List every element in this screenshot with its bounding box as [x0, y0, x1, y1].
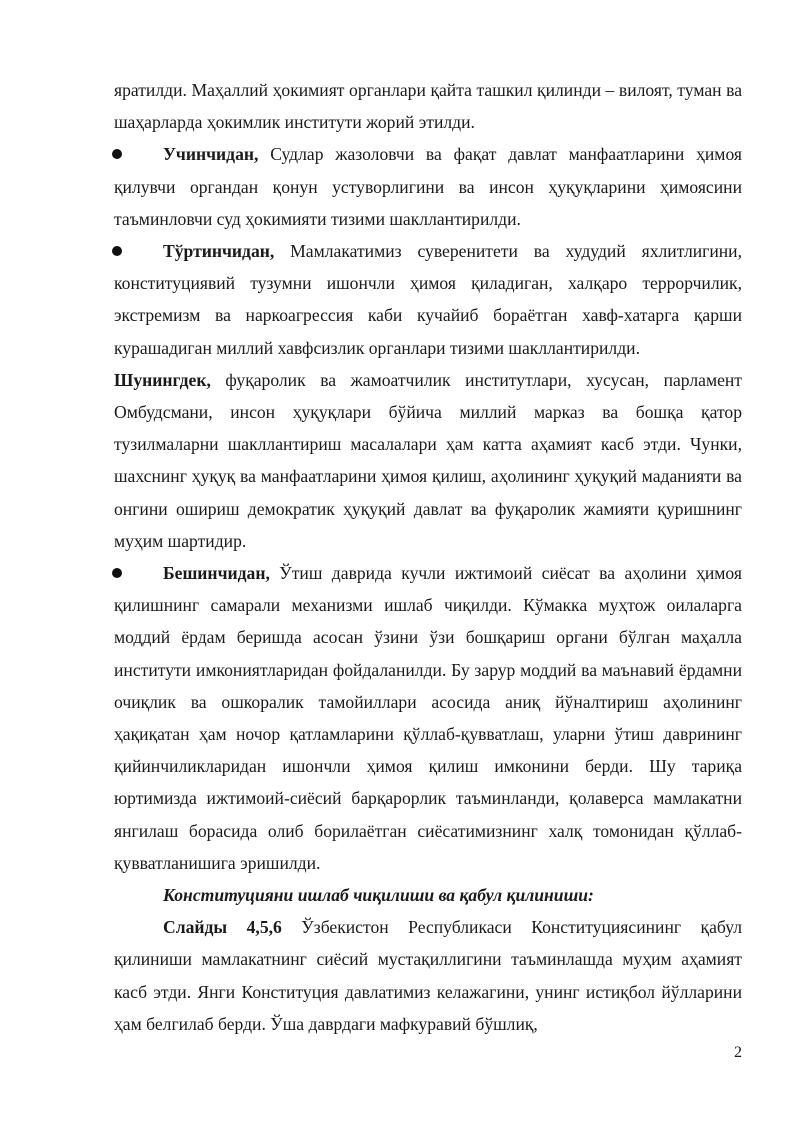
paragraph-text: Судлар жазоловчи ва фақат давлат манфаатларини ҳимоя қилувчи органдан қонун устуворлигини ва инсон ҳуқуқларини ҳимоясини таъминловчи суд ҳокимияти тизими шакллантирилди.	[114, 144, 742, 229]
paragraph-slides	[114, 911, 742, 1040]
paragraph-text: яратилди. Маҳаллий ҳокимият органлари қайта ташкил қилинди – вилоят, туман ва шаҳарларда ҳокимлик институти жорий этилди.	[114, 80, 742, 133]
paragraph-lead: Тўртинчидан,	[163, 241, 275, 262]
paragraph-continuation	[114, 74, 742, 138]
paragraph-lead: Бешинчидан,	[163, 563, 270, 584]
paragraph-lead: Учинчидан,	[163, 144, 259, 165]
paragraph-text: Ўзбекистон Республикаси Конституциясининг қабул қилиниши мамлакатнинг сиёсий мустақиллигини таъминлашда муҳим аҳамият касб этди. Янги Конституция давлатимиз келажагини, унинг истиқбол йўлларини ҳам белгилаб берди. Ўша даврдаги мафкуравий бўшлиқ,	[114, 917, 742, 1034]
document-body	[114, 74, 742, 1040]
heading-text: Конституцияни ишлаб чиқилиши ва қабул қилиниши:	[163, 885, 594, 906]
bullet-paragraph-third	[114, 138, 742, 235]
paragraph-text: Мамлакатимиз суверенитети ва худудий яхлитлигини, конституциявий тузумни ишончли ҳимоя қиладиган, халқаро террорчилик, экстремизм ва наркоагрессия каби кучайиб бораётган хавф-хатарга қарши курашадиган миллий хавфсизлик органлари тизими шакллантирилди.	[114, 241, 742, 358]
paragraph-also	[114, 364, 742, 557]
bullet-dot-icon	[112, 568, 122, 578]
bullet-paragraph-fourth	[114, 235, 742, 364]
paragraph-lead: Шунингдек,	[114, 369, 211, 390]
paragraph-text: фуқаролик ва жамоатчилик институтлари, хусусан, парламент Омбудсмани, инсон ҳуқуқлари бўйича миллий марказ ва бошқа қатор тузилмаларни шакллантириш масалалари ҳам катта аҳамият касб этди. Чунки, шахснинг ҳуқуқ ва манфаатларини ҳимоя қилиш, аҳолининг ҳуқуқий маданияти ва онгини ошириш демократик ҳуқуқий давлат ва фуқаролик жамияти қуришнинг муҳим шартидир.	[114, 369, 742, 551]
bullet-paragraph-fifth	[114, 557, 742, 879]
paragraph-text: Ўтиш даврида кучли ижтимоий сиёсат ва аҳолини ҳимоя қилишнинг самарали механизми ишлаб чиқилди. Кўмакка муҳтож оилаларга моддий ёрдам беришда асосан ўзини ўзи бошқариш органи бўлган маҳалла институти имкониятларидан фойдаланилди. Бу зарур моддий ва маънавий ёрдамни очиқлик ва ошкоралик тамойиллари асосида аниқ йўналтириш аҳолининг ҳақиқатан ҳам ночор қатламларини қўллаб-қувватлаш, уларни ўтиш даврининг қийинчиликларидан ишончли ҳимоя қилиш имконини берди. Шу тариқа юртимизда ижтимоий-сиёсий барқарорлик таъминланди, қолаверса мамлакатни янгилаш борасида олиб борилаётган сиёсатимизнинг халқ томонидан қўллаб-қувватланишига эришилди.	[114, 563, 742, 873]
bullet-dot-icon	[112, 246, 122, 256]
bullet-dot-icon	[112, 149, 122, 159]
page-number: 2	[734, 1044, 742, 1061]
section-heading	[114, 879, 742, 911]
paragraph-lead: Слайды 4,5,6	[163, 917, 282, 938]
